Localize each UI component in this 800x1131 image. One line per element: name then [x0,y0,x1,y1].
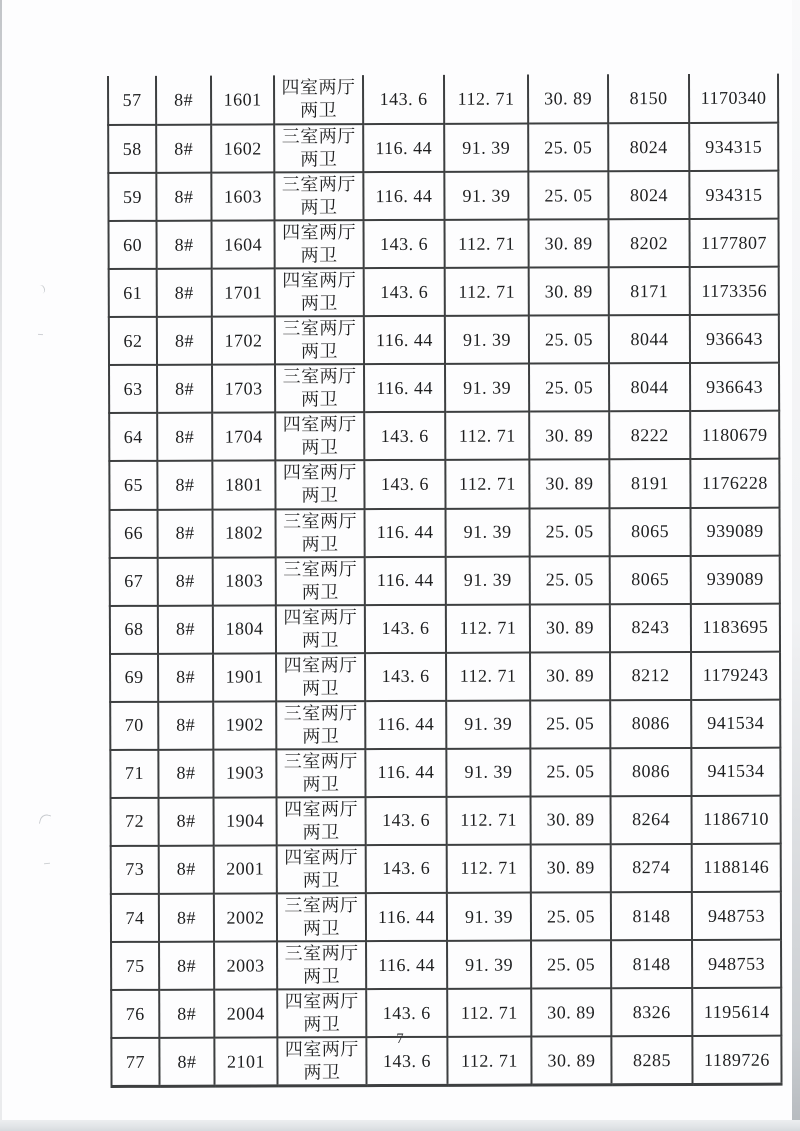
cell-inner-area: 91. 39 [446,508,530,556]
table-row [108,171,778,221]
cell-total-price: 934315 [689,123,778,171]
cell-room-no: 1802 [213,509,276,557]
cell-inner-area: 112. 71 [447,796,531,844]
cell-inner-area: 91. 39 [447,893,531,941]
scan-edge-bottom [0,1120,800,1131]
cell-index: 57 [108,76,156,125]
cell-unit-type: 三室两厅 两卫 [274,124,363,172]
table-row [109,315,779,365]
scan-artifact [38,334,43,335]
cell-index: 60 [109,221,157,269]
cell-building-no: 8# [157,269,212,317]
cell-unit-type: 四室两厅 两卫 [277,845,366,893]
cell-inner-area: 112. 71 [447,989,531,1037]
cell-inner-area: 112. 71 [445,268,529,316]
table-row [109,363,779,413]
cell-unit-price: 8150 [608,74,689,123]
cell-room-no: 1602 [211,124,274,172]
table-row [111,940,781,990]
cell-unit-price: 8024 [608,123,689,171]
cell-unit-type: 三室两厅 两卫 [275,364,364,412]
cell-index: 68 [110,605,158,653]
cell-shared-area: 30. 89 [531,844,611,892]
cell-room-no: 1701 [212,269,275,317]
table-row [108,74,778,125]
cell-inner-area: 112. 71 [446,604,530,652]
cell-build-area: 143. 6 [364,220,445,268]
cell-unit-price: 8285 [611,1036,692,1085]
cell-total-price: 1173356 [690,267,779,315]
cell-total-price: 1186710 [692,796,781,844]
cell-shared-area: 25. 05 [530,556,610,604]
cell-unit-price: 8044 [609,363,690,411]
cell-inner-area: 91. 39 [444,124,528,172]
cell-build-area: 116. 44 [365,701,446,749]
cell-shared-area: 25. 05 [531,892,611,940]
cell-build-area: 116. 44 [366,893,447,941]
cell-unit-price: 8222 [609,411,690,459]
cell-unit-price: 8024 [608,171,689,219]
cell-building-no: 8# [158,701,213,749]
cell-index: 75 [111,942,159,990]
cell-unit-price: 8326 [611,988,692,1036]
table-row [111,892,781,942]
cell-unit-type: 四室两厅 两卫 [276,605,365,653]
cell-build-area: 143. 6 [366,1037,447,1086]
cell-unit-type: 四室两厅 两卫 [277,1037,366,1086]
cell-total-price: 1195614 [692,988,781,1036]
cell-inner-area: 91. 39 [446,700,530,748]
cell-index: 62 [109,317,157,365]
cell-room-no: 1704 [212,413,275,461]
cell-building-no: 8# [157,221,212,269]
cell-unit-type: 三室两厅 两卫 [275,316,364,364]
table-row [110,603,780,653]
scan-edge-left [0,0,2,1131]
cell-unit-price: 8086 [610,700,691,748]
cell-unit-price: 8065 [610,556,691,604]
cell-shared-area: 30. 89 [529,412,609,460]
cell-unit-type: 三室两厅 两卫 [277,893,366,941]
cell-room-no: 1901 [213,653,276,701]
table-row [111,796,781,846]
cell-build-area: 116. 44 [366,941,447,989]
cell-unit-price: 8171 [609,267,690,315]
cell-index: 64 [109,413,157,461]
cell-unit-price: 8086 [610,748,691,796]
cell-room-no: 2004 [214,990,277,1038]
cell-room-no: 1801 [212,461,275,509]
cell-total-price: 936643 [690,363,779,411]
cell-total-price: 939089 [691,507,780,555]
cell-shared-area: 25. 05 [530,700,610,748]
cell-total-price: 1183695 [691,603,780,651]
table-row [110,555,780,605]
cell-room-no: 2001 [214,845,277,893]
cell-total-price: 1179243 [691,651,780,699]
cell-unit-type: 四室两厅 两卫 [274,75,363,124]
cell-unit-type: 四室两厅 两卫 [275,461,364,509]
table-row [111,844,781,894]
cell-building-no: 8# [158,509,213,557]
cell-index: 58 [108,125,156,173]
table-row [109,267,779,317]
cell-inner-area: 112. 71 [445,412,529,460]
housing-price-table [107,74,783,1089]
cell-inner-area: 112. 71 [447,844,531,892]
cell-index: 67 [110,557,158,605]
table-row [109,459,779,509]
scan-artifact [36,284,46,295]
cell-shared-area: 30. 89 [531,1036,611,1085]
cell-building-no: 8# [158,605,213,653]
cell-inner-area: 91. 39 [446,556,530,604]
cell-building-no: 8# [159,846,214,894]
cell-inner-area: 112. 71 [444,75,528,124]
cell-building-no: 8# [157,413,212,461]
cell-total-price: 1188146 [692,844,781,892]
cell-shared-area: 25. 05 [531,940,611,988]
cell-room-no: 2002 [214,893,277,941]
cell-shared-area: 30. 89 [530,652,610,700]
cell-index: 70 [110,702,158,750]
cell-build-area: 143. 6 [365,653,446,701]
cell-unit-price: 8065 [610,507,691,555]
cell-inner-area: 91. 39 [446,748,530,796]
cell-building-no: 8# [159,1038,214,1087]
cell-total-price: 1176228 [690,459,779,507]
cell-building-no: 8# [157,365,212,413]
cell-build-area: 116. 44 [363,172,444,220]
cell-building-no: 8# [156,125,211,173]
cell-room-no: 1904 [214,797,277,845]
cell-unit-type: 三室两厅 两卫 [274,172,363,220]
cell-unit-price: 8044 [609,315,690,363]
cell-total-price: 1170340 [689,74,778,123]
cell-shared-area: 25. 05 [528,171,608,219]
cell-build-area: 116. 44 [364,364,445,412]
cell-total-price: 1189726 [692,1036,781,1085]
cell-index: 71 [110,750,158,798]
table-row [110,699,780,749]
cell-index: 77 [111,1038,159,1087]
cell-shared-area: 25. 05 [529,364,609,412]
table-row [109,219,779,269]
cell-unit-price: 8212 [610,652,691,700]
cell-inner-area: 91. 39 [444,172,528,220]
cell-build-area: 143. 6 [366,797,447,845]
cell-unit-price: 8148 [611,940,692,988]
cell-building-no: 8# [156,173,211,221]
page-number: 7 [396,1031,404,1047]
cell-building-no: 8# [158,557,213,605]
cell-shared-area: 30. 89 [530,604,610,652]
cell-unit-type: 四室两厅 两卫 [277,797,366,845]
cell-room-no: 1702 [212,317,275,365]
cell-unit-type: 三室两厅 两卫 [276,557,365,605]
cell-build-area: 143. 6 [365,604,446,652]
cell-build-area: 143. 6 [364,460,445,508]
cell-shared-area: 30. 89 [529,219,609,267]
cell-build-area: 143. 6 [366,989,447,1037]
cell-index: 63 [109,365,157,413]
cell-shared-area: 25. 05 [530,508,610,556]
cell-inner-area: 91. 39 [445,364,529,412]
cell-room-no: 2003 [214,941,277,989]
cell-unit-type: 三室两厅 两卫 [277,941,366,989]
cell-inner-area: 112. 71 [446,652,530,700]
cell-room-no: 1601 [211,75,274,124]
cell-build-area: 143. 6 [363,75,444,124]
cell-total-price: 939089 [691,555,780,603]
cell-index: 61 [109,269,157,317]
cell-room-no: 2101 [214,1038,277,1087]
cell-inner-area: 91. 39 [445,316,529,364]
table-row [109,411,779,461]
cell-unit-price: 8148 [611,892,692,940]
cell-building-no: 8# [159,990,214,1038]
cell-shared-area: 30. 89 [529,267,609,315]
cell-build-area: 116. 44 [365,508,446,556]
cell-shared-area: 30. 89 [531,988,611,1036]
cell-index: 76 [111,990,159,1038]
cell-build-area: 143. 6 [364,412,445,460]
cell-shared-area: 30. 89 [531,796,611,844]
cell-index: 73 [111,846,159,894]
cell-index: 66 [110,509,158,557]
cell-total-price: 1180679 [690,411,779,459]
table-row [110,651,780,701]
cell-room-no: 1604 [212,221,275,269]
cell-room-no: 1902 [213,701,276,749]
cell-inner-area: 112. 71 [445,220,529,268]
price-table-wrapper [107,74,783,1089]
cell-total-price: 941534 [691,699,780,747]
cell-shared-area: 30. 89 [528,74,608,123]
cell-unit-type: 四室两厅 两卫 [275,268,364,316]
cell-build-area: 116. 44 [363,124,444,172]
scan-artifact [44,863,50,865]
table-row [110,747,780,797]
cell-unit-price: 8191 [609,459,690,507]
cell-room-no: 1603 [211,172,274,220]
cell-inner-area: 112. 71 [447,1037,531,1086]
cell-shared-area: 30. 89 [529,460,609,508]
cell-room-no: 1804 [213,605,276,653]
scan-edge-right [792,0,800,1131]
cell-building-no: 8# [158,653,213,701]
cell-total-price: 936643 [690,315,779,363]
cell-build-area: 116. 44 [365,556,446,604]
cell-building-no: 8# [159,798,214,846]
cell-index: 59 [108,173,156,221]
cell-unit-type: 三室两厅 两卫 [276,749,365,797]
cell-index: 72 [111,798,159,846]
cell-unit-price: 8264 [611,796,692,844]
cell-unit-type: 三室两厅 两卫 [276,509,365,557]
table-row [108,123,778,173]
cell-total-price: 934315 [689,171,778,219]
cell-shared-area: 25. 05 [529,315,609,363]
cell-unit-price: 8274 [611,844,692,892]
cell-building-no: 8# [159,942,214,990]
cell-index: 65 [109,461,157,509]
scan-artifact [39,813,51,826]
cell-unit-price: 8243 [610,604,691,652]
cell-build-area: 116. 44 [364,316,445,364]
cell-total-price: 948753 [692,892,781,940]
cell-build-area: 143. 6 [366,845,447,893]
cell-unit-price: 8202 [609,219,690,267]
cell-inner-area: 112. 71 [445,460,529,508]
cell-building-no: 8# [157,317,212,365]
cell-building-no: 8# [157,461,212,509]
cell-total-price: 948753 [692,940,781,988]
cell-total-price: 1177807 [690,219,779,267]
cell-room-no: 1703 [212,365,275,413]
cell-build-area: 116. 44 [365,749,446,797]
cell-unit-type: 四室两厅 两卫 [275,220,364,268]
cell-unit-type: 四室两厅 两卫 [276,653,365,701]
cell-index: 69 [110,654,158,702]
table-row [110,507,780,557]
cell-unit-type: 三室两厅 两卫 [276,701,365,749]
cell-unit-type: 四室两厅 两卫 [275,412,364,460]
cell-shared-area: 25. 05 [530,748,610,796]
cell-build-area: 143. 6 [364,268,445,316]
cell-shared-area: 25. 05 [528,123,608,171]
cell-inner-area: 91. 39 [447,941,531,989]
cell-building-no: 8# [159,894,214,942]
cell-building-no: 8# [158,749,213,797]
cell-unit-type: 四室两厅 两卫 [277,989,366,1037]
cell-room-no: 1903 [213,749,276,797]
cell-room-no: 1803 [213,557,276,605]
cell-index: 74 [111,894,159,942]
cell-building-no: 8# [156,76,211,125]
cell-total-price: 941534 [691,747,780,795]
